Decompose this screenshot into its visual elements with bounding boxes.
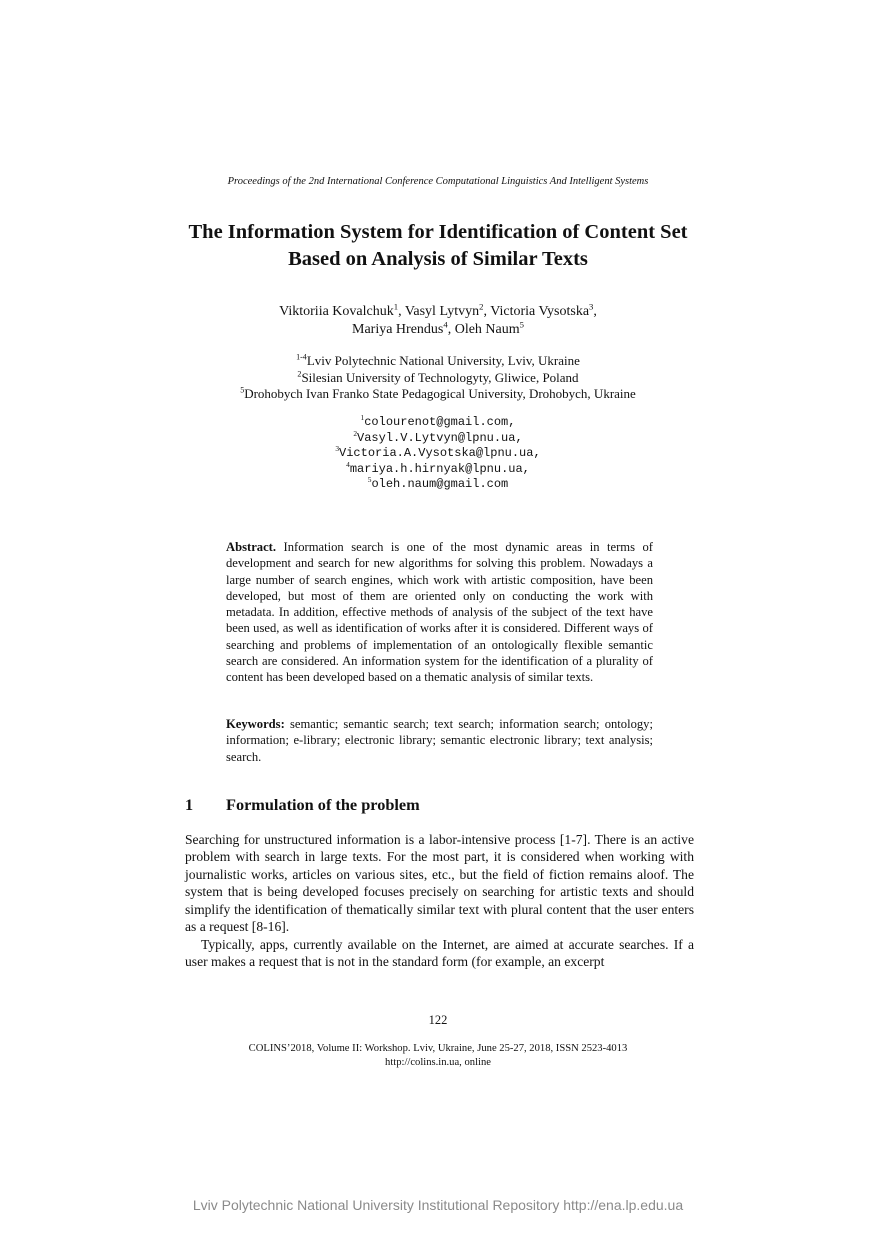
abstract-label: Abstract. <box>226 540 277 554</box>
email-sup: 3 <box>335 444 340 453</box>
affiliation-list <box>0 353 876 403</box>
affiliation-sup: 1-4 <box>296 352 307 362</box>
section-heading <box>185 795 420 815</box>
keywords-text: semantic; semantic search; text search; information search; ontology; information; e-library; electronic library; semantic electronic library; text analysis; search. <box>226 717 653 764</box>
author-sep: , <box>483 304 491 319</box>
author-sup: 2 <box>479 301 484 312</box>
author-sep: , <box>398 304 405 319</box>
email-address[interactable]: Victoria.A.Vysotska@lpnu.ua, <box>339 446 541 460</box>
author-sup: 3 <box>589 301 594 312</box>
email <box>0 428 876 447</box>
body-paragraph: Searching for unstructured information is a labor-intensive process [1-7]. There is an active problem with search in large texts. For the most part, it is considered when working with journalistic works, articles on various sites, etc., but the field of fiction remains aloof. The system that is being developed focuses precisely on searching for artistic texts and should simplify the identification of thematically similar text with plural content that the user enters as a request [8-16]. <box>185 832 694 935</box>
paper-title <box>0 219 876 273</box>
abstract-text: Information search is one of the most dynamic areas in terms of development and search for new algorithms for solving this problem. Nowadays a large number of search engines, which work with artistic composition, have been developed, but most of them are oriented only on conducting the work with metadata. In addition, effective methods of analysis of the subject of the text have been used, as well as identification of works after it is considered. Different ways of searching and problems of implementation of an ontologically flexible semantic search are considered. An information system for the identification of a plurality of content has been developed based on a thematic analysis of similar texts. <box>226 540 653 685</box>
email <box>0 446 876 462</box>
title-line-2: Based on Analysis of Similar Texts <box>288 248 588 270</box>
section-title: Formulation of the problem <box>226 795 420 814</box>
author-sep: , <box>593 304 597 319</box>
footer-line-2: http://colins.in.ua, online <box>385 1056 491 1068</box>
abstract <box>226 539 653 686</box>
author-sep: , <box>447 322 455 337</box>
email <box>0 415 876 431</box>
email-address[interactable]: Vasyl.V.Lytvyn@lpnu.ua, <box>357 430 523 445</box>
author-name: Victoria Vysotska <box>490 304 590 319</box>
affiliation <box>0 386 876 403</box>
author-name: Mariya Hrendus <box>352 322 444 337</box>
page-footer <box>0 1042 876 1069</box>
email-sup: 2 <box>353 428 358 438</box>
affiliation <box>0 370 876 387</box>
affiliation-text: Drohobych Ivan Franko State Pedagogical University, Drohobych, Ukraine <box>244 386 636 401</box>
affiliation-text: Lviv Polytechnic National University, Lviv, Ukraine <box>306 353 580 368</box>
repository-footer: Lviv Polytechnic National University Institutional Repository http://ena.lp.edu.ua <box>192 1197 684 1213</box>
author-name: Oleh Naum <box>454 322 520 337</box>
section-number: 1 <box>185 795 194 814</box>
page-number: 122 <box>428 1013 448 1027</box>
footer-line-1: COLINS’2018, Volume II: Workshop. Lviv, Ukraine, June 25-27, 2018, ISSN 2523-4013 <box>248 1043 628 1054</box>
keywords-label: Keywords: <box>226 717 285 731</box>
body-paragraph: Typically, apps, currently available on the Internet, are aimed at accurate searches. If a user makes a request that is not in the standard form (for example, an excerpt <box>185 937 694 970</box>
affiliation-text: Silesian University of Technologyty, Gliwice, Poland <box>301 369 579 385</box>
author-name: Vasyl Lytvyn <box>404 304 480 319</box>
author-sup: 1 <box>393 301 399 312</box>
email-address[interactable]: oleh.naum@gmail.com <box>371 477 509 491</box>
author-name: Viktoriia Kovalchuk <box>279 304 394 319</box>
author-list <box>0 303 876 339</box>
affiliation-sup: 5 <box>240 385 245 395</box>
running-header: Proceedings of the 2nd International Conference Computational Linguistics And Intelligent Systems <box>227 176 649 187</box>
author-sup: 5 <box>519 319 524 330</box>
email-sup: 1 <box>360 413 365 422</box>
email-sup: 4 <box>346 459 350 469</box>
email <box>0 459 876 478</box>
author-sup: 4 <box>443 319 448 330</box>
affiliation-sup: 2 <box>297 369 302 379</box>
author-line-2 <box>0 321 876 339</box>
email <box>0 477 876 493</box>
email-list <box>0 415 876 493</box>
keywords <box>226 716 653 765</box>
email-address[interactable]: colourenot@gmail.com, <box>364 415 516 429</box>
email-sup: 5 <box>367 475 372 484</box>
email-address[interactable]: mariya.h.hirnyak@lpnu.ua, <box>349 461 530 476</box>
title-line-1: The Information System for Identification of Content Set <box>188 221 688 243</box>
author-line-1 <box>0 303 876 321</box>
affiliation <box>0 353 876 370</box>
